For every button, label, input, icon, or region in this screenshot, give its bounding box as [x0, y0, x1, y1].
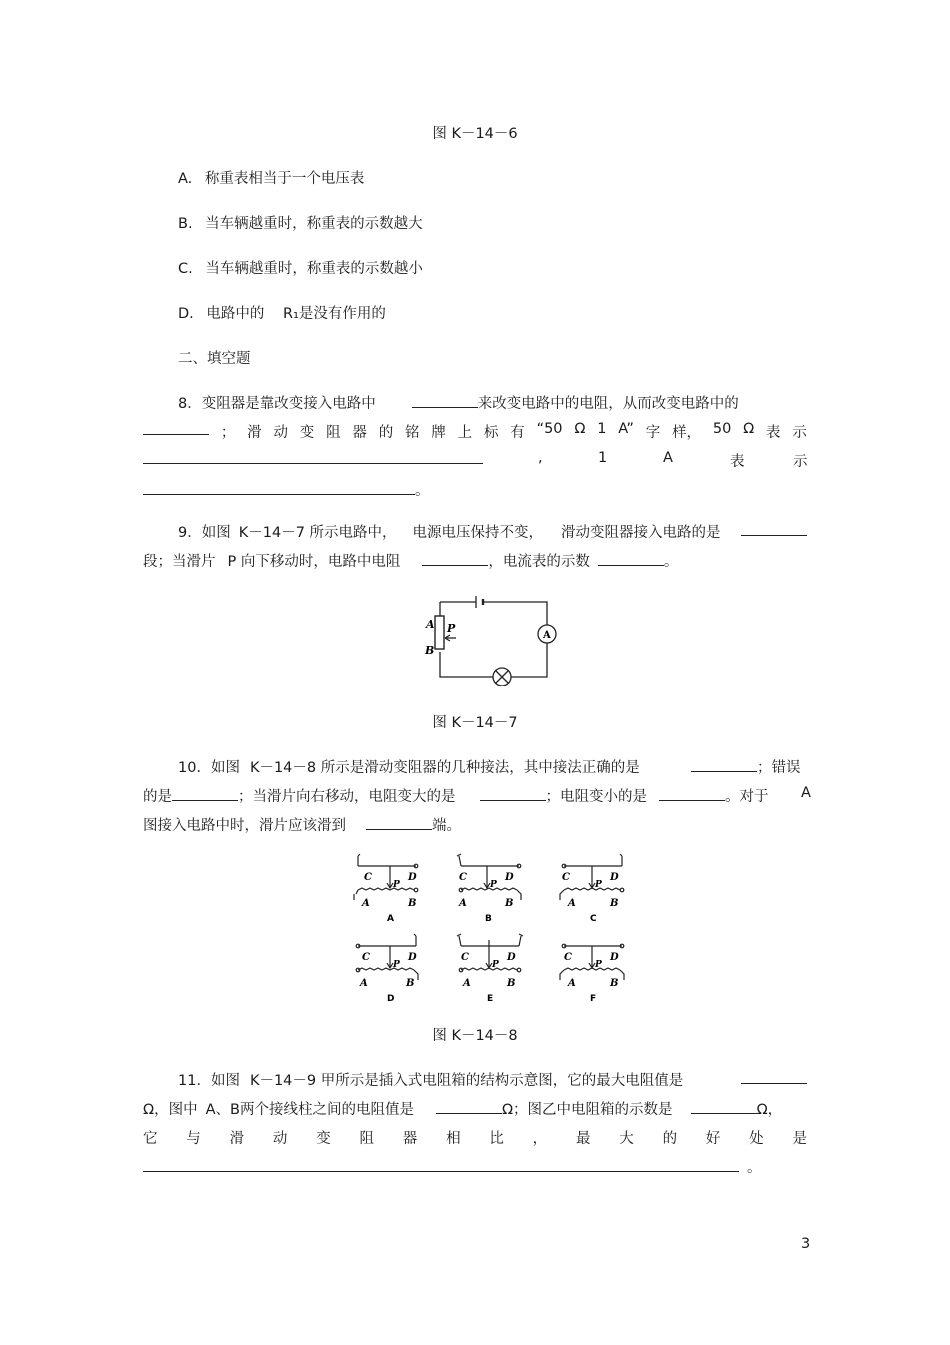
- q8-char: Ω: [574, 421, 586, 437]
- q11-char: 好: [705, 1131, 721, 1147]
- option-letter: D.: [178, 306, 194, 322]
- q8-char: ,: [538, 450, 543, 466]
- answer-blank[interactable]: [480, 787, 546, 801]
- answer-blank[interactable]: [691, 758, 757, 772]
- q8-char: 牌: [431, 425, 446, 441]
- q11-char: 大: [619, 1131, 634, 1147]
- q11-char: 最: [575, 1131, 591, 1147]
- q11-char: 处: [749, 1131, 764, 1147]
- rheostat-body: [435, 616, 444, 649]
- answer-blank[interactable]: [598, 552, 664, 566]
- q10-text: A: [801, 785, 811, 801]
- q11-char: 动: [272, 1131, 288, 1147]
- q11-char: 阻: [359, 1131, 374, 1147]
- q8-text: 来改变电路中的电阻，从而改变电路中的: [477, 396, 739, 412]
- q11-char: 的: [662, 1131, 678, 1147]
- slider-p: P: [393, 960, 400, 970]
- rheostat-e: [457, 934, 523, 1004]
- slider-p: P: [490, 880, 497, 890]
- question-9-line-2: [143, 550, 678, 571]
- answer-blank[interactable]: [422, 552, 488, 566]
- q8-char: 字: [645, 425, 661, 441]
- terminal-d: D: [610, 952, 619, 963]
- rheostat-label: A: [387, 914, 394, 924]
- option-a: [178, 167, 364, 188]
- q8-char: 有: [510, 425, 525, 441]
- q10-text: ；错误: [757, 760, 801, 776]
- q9-text: K－14－7 所示电路中，: [238, 525, 397, 541]
- answer-blank[interactable]: [143, 1158, 739, 1172]
- q9-text: 电源电压保持不变，: [412, 525, 544, 541]
- question-9-line-1: [178, 521, 721, 542]
- q8-char: 标: [483, 425, 499, 441]
- q11-text: A、B两个接线柱之间的电阻值是: [205, 1102, 414, 1118]
- option-b: [178, 212, 423, 233]
- section-title: 二、填空题: [178, 351, 251, 367]
- q9-text: 。: [663, 554, 679, 570]
- answer-blank[interactable]: [143, 481, 415, 495]
- ammeter-label: A: [543, 630, 551, 641]
- option-letter: B.: [178, 216, 193, 232]
- page-number: 3: [801, 1236, 811, 1252]
- terminal-a: A: [362, 898, 370, 909]
- answer-blank[interactable]: [143, 450, 483, 464]
- q8-char: A: [663, 450, 673, 466]
- slider-p: P: [492, 960, 499, 970]
- terminal-d: D: [610, 872, 619, 883]
- q8-char: 1: [598, 450, 608, 466]
- rheostat-diagrams-k14-8: [350, 850, 630, 1005]
- circuit-diagram-k14-7: [418, 590, 563, 686]
- rheostat-label: E: [487, 994, 494, 1004]
- slider-p: P: [595, 960, 602, 970]
- answer-blank[interactable]: [412, 394, 478, 408]
- q8-char: 阻: [326, 425, 341, 441]
- option-text: 称重表相当于一个电压表: [204, 171, 365, 187]
- answer-blank[interactable]: [436, 1100, 502, 1114]
- terminal-label-a: A: [426, 618, 435, 631]
- terminal-a: A: [568, 978, 576, 989]
- rheostat-d: [356, 934, 418, 1004]
- terminal-c: C: [461, 952, 469, 963]
- terminal-a: A: [463, 978, 471, 989]
- slider-label-p: P: [447, 622, 456, 635]
- terminal-d: D: [408, 872, 417, 883]
- question-10-line-1-end: [691, 756, 801, 777]
- terminal-c: C: [459, 872, 467, 883]
- q10-text: ；电阻变小的是: [545, 789, 647, 805]
- q8-text: 8．变阻器是靠改变接入电路中: [178, 396, 376, 412]
- figure-caption-7: 图 K－14－7: [432, 715, 518, 731]
- q8-char: 动: [273, 425, 288, 441]
- option-text-2: R₁是没有作用的: [283, 306, 386, 322]
- q11-text: 11．如图: [178, 1073, 240, 1089]
- terminal-b: B: [507, 978, 516, 989]
- q8-end: 。: [415, 483, 430, 499]
- q8-char: 上: [457, 425, 473, 441]
- terminal-a: A: [360, 978, 368, 989]
- rheostat-label: B: [485, 914, 492, 924]
- q10-text: K－14－8 所示是滑动变阻器的几种接法，其中接法正确的是: [249, 760, 640, 776]
- q9-text: P 向下移动时，电路中电阻: [227, 554, 401, 570]
- q8-char: 表: [766, 425, 781, 441]
- answer-blank[interactable]: [691, 1100, 757, 1114]
- q8-char: 示: [792, 425, 807, 441]
- terminal-b: B: [610, 978, 619, 989]
- q8-char: 滑: [247, 425, 262, 441]
- terminal-c: C: [364, 872, 372, 883]
- option-letter: A.: [178, 171, 193, 187]
- q8-char: 示: [793, 454, 808, 470]
- terminal-b: B: [406, 978, 415, 989]
- q8-char: Ω: [743, 421, 755, 437]
- answer-blank[interactable]: [143, 421, 209, 435]
- q8-char: 样，: [672, 425, 702, 441]
- q8-char: 铭: [405, 425, 420, 441]
- slider-p: P: [393, 880, 400, 890]
- q9-text: 9．如图: [178, 525, 231, 541]
- q11-char: 滑: [229, 1131, 245, 1147]
- q10-text: 端。: [432, 818, 461, 834]
- q9-text: 段；当滑片: [143, 554, 216, 570]
- question-8-line-2: [143, 421, 807, 442]
- q11-text: K－14－9 甲所示是插入式电阻箱的结构示意图，它的最大电阻值是: [249, 1073, 684, 1089]
- option-text: 当车辆越重时，称重表的示数越大: [205, 216, 423, 232]
- answer-blank[interactable]: [741, 1070, 807, 1084]
- q8-char: ；: [220, 425, 236, 441]
- rheostat-label: D: [387, 994, 395, 1004]
- rheostat-f: [560, 944, 624, 1004]
- question-8-line-1: [178, 392, 739, 413]
- terminal-b: B: [610, 898, 619, 909]
- q8-char: 表: [730, 454, 745, 470]
- terminal-a: A: [568, 898, 576, 909]
- figure-caption-6: 图 K－14－6: [432, 126, 518, 142]
- option-letter: C.: [178, 261, 193, 277]
- q11-char: 器: [402, 1131, 418, 1147]
- q10-text: 10．如图: [178, 760, 240, 776]
- q8-char: 的: [378, 425, 394, 441]
- slider-p: P: [595, 880, 602, 890]
- q9-text: 滑动变阻器接入电路的是: [561, 525, 721, 541]
- q11-char: 变: [316, 1131, 331, 1147]
- rheostat-label: F: [590, 994, 597, 1004]
- q11-char: 比: [489, 1131, 504, 1147]
- q8-char: 变: [299, 425, 315, 441]
- question-10-line-1: [178, 756, 640, 777]
- question-11-line-2: [143, 1098, 782, 1119]
- q8-char: 器: [352, 425, 367, 441]
- terminal-b: B: [408, 898, 417, 909]
- rheostat-c: [560, 854, 624, 924]
- q8-char: A”: [618, 421, 634, 437]
- q8-char: 50: [712, 421, 732, 437]
- question-11-line-3: [143, 1127, 807, 1148]
- q11-end: 。: [747, 1160, 762, 1176]
- option-c: [178, 257, 423, 278]
- q11-text: Ω，图中: [143, 1102, 198, 1118]
- answer-blank[interactable]: [659, 787, 725, 801]
- terminal-c: C: [562, 872, 570, 883]
- rheostat-b: [457, 854, 521, 924]
- rheostat-label: C: [590, 914, 597, 924]
- q11-char: ，: [532, 1131, 548, 1147]
- answer-blank[interactable]: [741, 522, 807, 536]
- q11-text: Ω；图乙中电阻箱的示数是: [501, 1102, 673, 1118]
- q10-text: 的是: [143, 789, 172, 805]
- terminal-d: D: [507, 952, 516, 963]
- terminal-d: D: [408, 952, 417, 963]
- question-10-line-2: [143, 785, 769, 806]
- option-d: [178, 302, 386, 323]
- terminal-label-b: B: [425, 644, 435, 657]
- q8-char: “50: [536, 421, 563, 437]
- option-text: 电路中的: [206, 306, 265, 322]
- answer-blank[interactable]: [366, 816, 432, 830]
- question-11-line-4: [143, 1156, 762, 1177]
- rheostat-a: [354, 854, 418, 924]
- option-text: 当车辆越重时，称重表的示数越小: [205, 261, 423, 277]
- q11-char: 相: [446, 1131, 461, 1147]
- q11-char: 与: [186, 1131, 201, 1147]
- question-8-line-3: [143, 450, 807, 468]
- q9-text: ，电流表的示数: [488, 554, 590, 570]
- question-11-line-1: [178, 1069, 683, 1090]
- q10-text: 。对于: [725, 789, 769, 805]
- answer-blank[interactable]: [172, 787, 238, 801]
- terminal-d: D: [505, 872, 514, 883]
- q11-char: 它: [143, 1131, 158, 1147]
- q8-char: 1: [597, 421, 607, 437]
- figure-caption-8: 图 K－14－8: [432, 1028, 518, 1044]
- terminal-a: A: [459, 898, 467, 909]
- question-8-line-4: [143, 479, 430, 500]
- q11-text: Ω，: [756, 1102, 783, 1118]
- q10-text: 图接入电路中时，滑片应该滑到: [143, 818, 346, 834]
- q10-text: ；当滑片向右移动，电阻变大的是: [238, 789, 456, 805]
- terminal-c: C: [362, 952, 370, 963]
- q11-char: 是: [792, 1131, 807, 1147]
- question-10-line-3: [143, 814, 461, 835]
- terminal-c: C: [564, 952, 572, 963]
- terminal-b: B: [505, 898, 514, 909]
